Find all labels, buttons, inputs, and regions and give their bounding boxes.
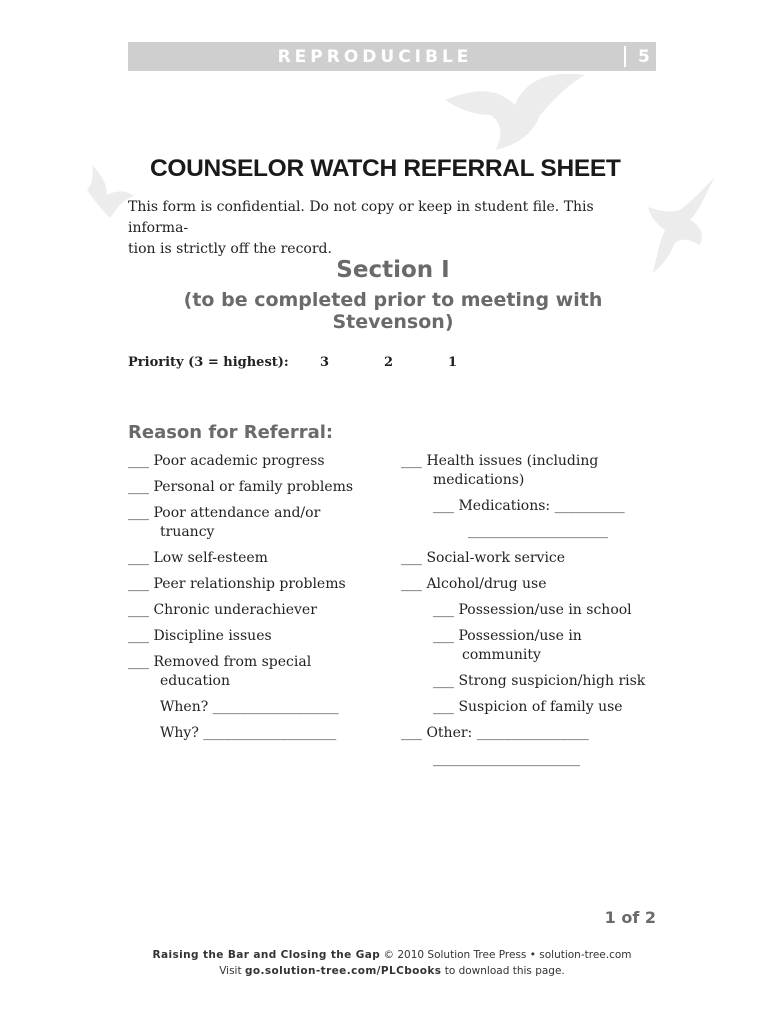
page-title: COUNSELOR WATCH REFERRAL SHEET [150, 155, 621, 182]
other-field[interactable]: ___ Other: ________________ [401, 725, 589, 741]
footer-url-link[interactable]: go.solution-tree.com/PLCbooks [244, 965, 442, 977]
confidentiality-notice [128, 197, 658, 260]
reason-low-self-esteem[interactable]: ___ Low self-esteem [128, 550, 268, 566]
reason-possession-community[interactable]: ___ Possession/use in [433, 628, 582, 644]
header-label: REPRODUCIBLE [277, 47, 473, 67]
reason-removed-special-education[interactable]: ___ Removed from special [128, 654, 312, 670]
reason-poor-academic-progress[interactable]: ___ Poor academic progress [128, 453, 325, 469]
header-page-number: 5 [638, 47, 650, 67]
reason-personal-family-problems[interactable]: ___ Personal or family problems [128, 479, 354, 495]
section-subtitle: (to be completed prior to meeting with Stevenson) [183, 289, 603, 333]
footer-book-title: Raising the Bar and Closing the Gap [152, 949, 381, 961]
medications-field-cont[interactable]: ____________________ [468, 523, 608, 539]
reason-chronic-underachiever[interactable]: ___ Chronic underachiever [128, 602, 317, 618]
reason-removed-special-education-cont: education [160, 673, 230, 689]
reason-social-work-service[interactable]: ___ Social-work service [401, 550, 566, 566]
section-title: Section I [336, 257, 450, 283]
priority-option-3[interactable]: 3 [320, 355, 330, 370]
why-field[interactable]: Why? ___________________ [160, 725, 337, 741]
reason-health-issues-cont: medications) [433, 472, 525, 488]
reason-heading: Reason for Referral: [128, 422, 334, 443]
medications-field[interactable]: ___ Medications: __________ [433, 498, 625, 514]
reason-possession-school[interactable]: ___ Possession/use in school [433, 602, 632, 618]
reason-poor-attendance[interactable]: ___ Poor attendance and/or [128, 505, 321, 521]
reason-health-issues[interactable]: ___ Health issues (including [401, 453, 599, 469]
reason-discipline-issues[interactable]: ___ Discipline issues [128, 628, 272, 644]
reason-poor-attendance-cont: truancy [160, 524, 215, 540]
priority-option-1[interactable]: 1 [448, 355, 458, 370]
footer-credit [128, 949, 656, 961]
when-field[interactable]: When? __________________ [160, 699, 339, 715]
reason-peer-relationship-problems[interactable]: ___ Peer relationship problems [128, 576, 346, 592]
header-divider [624, 46, 626, 67]
page-count: 1 of 2 [604, 908, 656, 927]
notice-text: This form is confidential. Do not copy or keep in student file. This informa- tion is strictly off the record. [128, 199, 594, 257]
footer-download [128, 965, 656, 977]
footer-visit-suffix: to download this page. [441, 965, 565, 977]
dove-watermark-icon [440, 70, 590, 155]
reason-strong-suspicion[interactable]: ___ Strong suspicion/high risk [433, 673, 646, 689]
footer-publisher: © 2010 Solution Tree Press • solution-tree.com [380, 949, 632, 961]
other-field-cont[interactable]: _____________________ [433, 751, 580, 767]
reason-alcohol-drug-use[interactable]: ___ Alcohol/drug use [401, 576, 547, 592]
reason-possession-community-cont: community [462, 647, 541, 663]
footer-visit-prefix: Visit [219, 965, 245, 977]
priority-label: Priority (3 = highest): [128, 355, 289, 370]
header-banner [128, 42, 656, 71]
reason-suspicion-family-use[interactable]: ___ Suspicion of family use [433, 699, 623, 715]
priority-option-2[interactable]: 2 [384, 355, 394, 370]
